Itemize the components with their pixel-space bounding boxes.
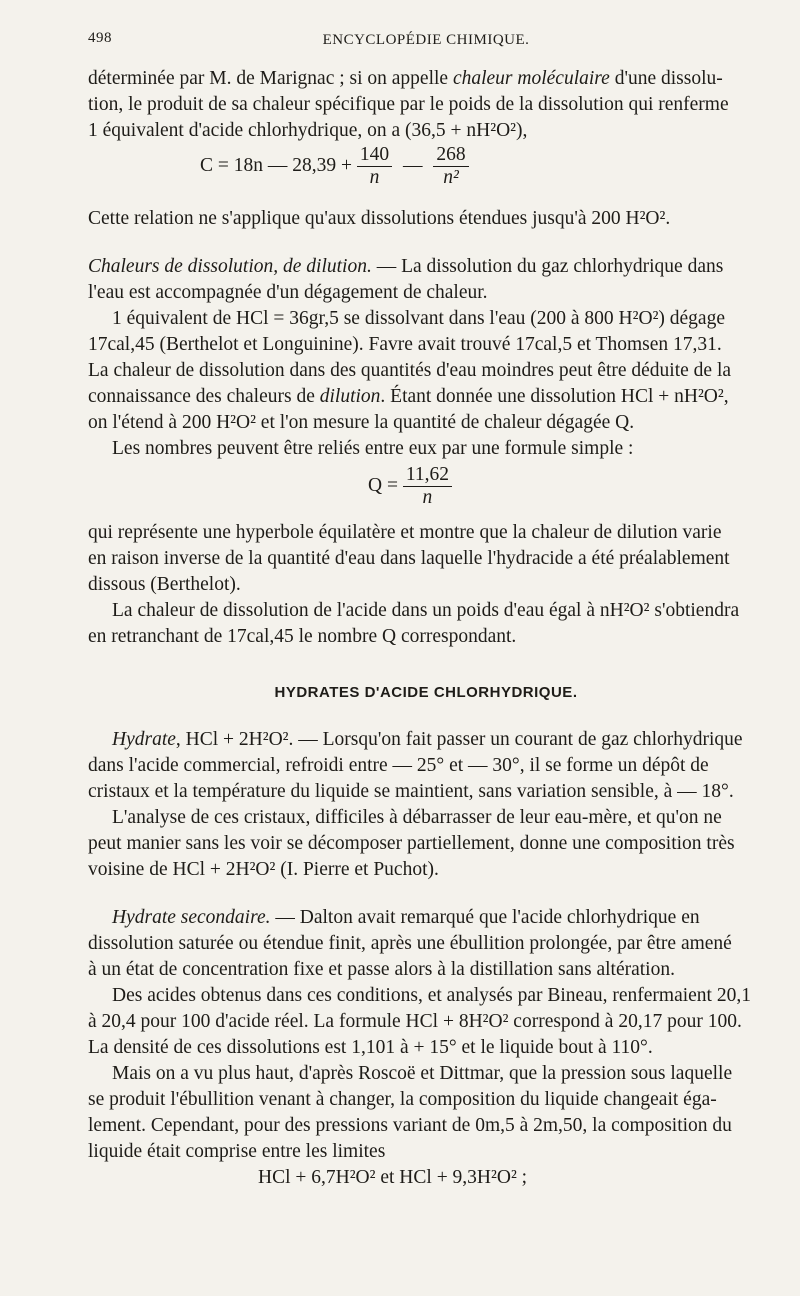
section-heading-hydrates: HYDRATES D'ACIDE CHLORHYDRIQUE. bbox=[274, 684, 578, 701]
fraction-140-n: $\frac{140}{n}$ bbox=[357, 144, 392, 189]
paragraph-analyse: L'analyse de ces cristaux, difficiles à débarrasser de leur eau-mère, et qu'on ne peut manier sans les voir se décomposer partiellement, donne une composition très voisine de HCl + 2H²O² (I. Pierre et Puchot). bbox=[88, 807, 735, 880]
paragraph-chaleurs-dissolution: Chaleurs de dissolution, de dilution. — La dissolution du gaz chlorhydrique dans l'eau est accompagnée d'un dégagement de chaleur. bbox=[88, 256, 724, 303]
paragraph-retranchant: La chaleur de dissolution de l'acide dans un poids d'eau égal à nH²O² s'obtiendra en retranchant de 17cal,45 le nombre Q correspondant. bbox=[88, 600, 740, 647]
paragraph-hydrate-secondaire: Hydrate secondaire. — Dalton avait remarqué que l'acide chlorhydrique en dissolution saturée ou étendue finit, après une ébullition prolongée, par être amené à un état de concentration fixe et passe alors à la distillation sans altération. bbox=[88, 907, 732, 980]
paragraph-roscoe: Mais on a vu plus haut, d'après Roscoë et Dittmar, que la pression sous laquelle se produit l'ébullition venant à changer, la composition du liquide changeait éga- lement. Cependant, pour des pressions variant de 0m,5 à 2m,50, la composition du liquide était comprise entre les limites bbox=[88, 1063, 733, 1162]
paragraph-nombres: Les nombres peuvent être reliés entre eux par une formule simple : bbox=[112, 438, 634, 459]
page-number: 498 bbox=[88, 30, 112, 46]
running-title: ENCYCLOPÉDIE CHIMIQUE. bbox=[322, 32, 530, 48]
formula-q: Q = $\frac{11,62}{n}$ bbox=[368, 464, 764, 520]
formula-heat-capacity: C = 18n — 28,39 + $\frac{140}{n}$ — $\frac{268}{\text{n²}}$ bbox=[200, 144, 764, 196]
subheading-chaleurs: Chaleurs de dissolution, de dilution. bbox=[88, 256, 372, 277]
paragraph-hyperbole: qui représente une hyperbole équilatère et montre que la chaleur de dilution varie en raison inverse de la quantité d'eau dans laquelle l'hydracide a été préalablement dissous (Berthelot). bbox=[88, 522, 730, 595]
paragraph-bineau: Des acides obtenus dans ces conditions, et analysés par Bineau, renfermaient 20,1 à 20,4 pour 100 d'acide réel. La formule HCl + 8H²O² correspond à 20,17 pour 100. La densité de ces dissolutions est 1,101 à + 15° et le liquide bout à 110°. bbox=[88, 985, 751, 1058]
paragraph-relation: Cette relation ne s'applique qu'aux dissolutions étendues jusqu'à 200 H²O². bbox=[88, 208, 671, 229]
paragraph-marignac: déterminée par M. de Marignac ; si on appelle chaleur moléculaire d'une dissolu- tion, le produit de sa chaleur spécifique par le poids de la dissolution qui renferme 1 équivalent d'acide chlorhydrique, on a (36,5 + nH²O²), bbox=[88, 68, 729, 141]
running-header bbox=[88, 30, 764, 60]
fraction-268-n2: $\frac{268}{\text{n²}}$ bbox=[433, 144, 468, 189]
paragraph-hydrate: Hydrate, HCl + 2H²O². — Lorsqu'on fait passer un courant de gaz chlorhydrique dans l'acide commercial, refroidi entre — 25° et — 30°, il se forme un dépôt de cristaux et la température du liquide se maintient, sans variation sensible, à — 18°. bbox=[88, 729, 743, 802]
formula-limits: HCl + 6,7H²O² et HCl + 9,3H²O² ; bbox=[258, 1167, 528, 1188]
page bbox=[88, 30, 764, 1191]
fraction-11-62-n: $\frac{11,62}{n}$ bbox=[403, 464, 452, 509]
paragraph-equivalent: 1 équivalent de HCl = 36gr,5 se dissolvant dans l'eau (200 à 800 H²O²) dégage 17cal,45 (Berthelot et Longuinine). Favre avait trouvé 17cal,5 et Thomsen 17,31. La chaleur de dissolution dans des quantités d'eau moindres peut être déduite de la connaissance des chaleurs de dilution. Étant donnée une dissolution HCl + nH²O², on l'étend à 200 H²O² et l'on mesure la quantité de chaleur dégagée Q. bbox=[88, 308, 732, 433]
